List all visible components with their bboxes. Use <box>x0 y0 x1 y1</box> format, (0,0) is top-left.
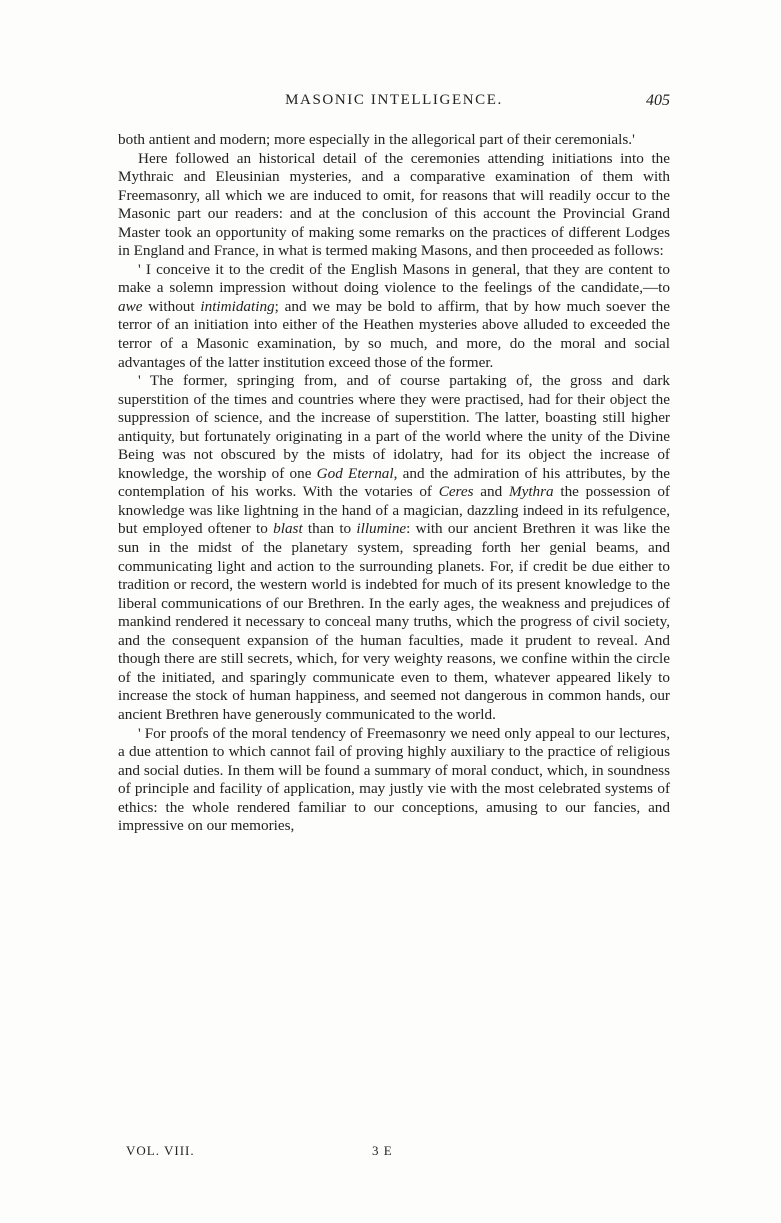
paragraph-english-masons <box>118 261 670 372</box>
italic-text: God Eternal <box>316 464 394 482</box>
paragraph-moral-tendency: ' For proofs of the moral tendency of Freemasonry we need only appeal to our lectures, a due attention to which cannot fail of proving highly auxiliary to the practice of religious and social duties. In them will be found a summary of moral conduct, which, in soundness of principle and facility of application, may justly vie with the most celebrated systems of ethics: the whole rendered familiar to our conceptions, amusing to our fancies, and impressive on our memories, <box>118 724 670 835</box>
text-run: ' I conceive it to the credit of the English Masons in general, that they are content to make a solemn impression without doing violence to the feelings of the candidate,—to <box>118 260 670 297</box>
italic-text: Ceres <box>438 483 474 501</box>
italic-text: Mythra <box>508 483 554 501</box>
italic-text: awe <box>118 297 143 315</box>
text-run: without <box>142 297 201 315</box>
page-footer <box>126 1143 426 1163</box>
signature-mark: 3 E <box>372 1143 393 1158</box>
italic-text: intimidating <box>200 297 275 315</box>
text-run: and <box>473 483 509 501</box>
running-title: MASONIC INTELLIGENCE. <box>285 92 503 108</box>
italic-text: blast <box>273 520 303 538</box>
text-run: : with our ancient Brethren it was like the sun in the midst of the planetary system, spreading forth her genial beams, and communicating light and action to the surrounding planets. For, if credit be due either to tradition or record, the western world is indebted for much of its present knowledge to the liberal communications of our Brethren. In the early ages, the weakness and prejudices of mankind rendered it necessary to conceal many truths, which the progress of civil society, and the consequent expansion of the human faculties, made it prudent to reveal. And though there are still secrets, which, for very weighty reasons, we confine within the circle of the initiated, and sparingly communicate even to them, whatever appeared likely to increase the stock of human happiness, and seemed not dangerous in common hands, our ancient Brethren have generously communicated to the world. <box>118 520 670 723</box>
page-number: 405 <box>646 92 670 109</box>
text-run: ; and we may be bold to affirm, that by how much soever the terror of an initiation into either of the Heathen mysteries above alluded to exceeded the terror of a Masonic examination, by so much, and more, do the moral and social advantages of the latter institution exceed those of the former. <box>118 297 670 371</box>
body-text <box>118 131 670 836</box>
text-run: ' The former, springing from, and of course partaking of, the gross and dark superstition of the times and countries where they were practised, had for their object the suppression of science, and the increase of superstition. The latter, boasting still higher antiquity, but fortunately originating in a part of the world where the unity of the Divine Being was not obscured by the mists of idolatry, had for its object the increase of knowledge, the worship of one <box>118 372 670 482</box>
text-run: the possession of knowledge was like lightning in the hand of a magician, dazzling indeed in its refulgence, but employed oftener to <box>118 483 670 538</box>
paragraph-former-latter <box>118 372 670 724</box>
text-run: , and the admiration of his attributes, by the contemplation of his works. With the votaries of <box>118 464 670 501</box>
text-run: than to <box>302 520 357 538</box>
italic-text: illumine <box>356 520 407 538</box>
paragraph-continuation: both antient and modern; more especially in the allegorical part of their ceremonials.' <box>118 131 635 148</box>
volume-label: VOL. VIII. <box>126 1143 195 1158</box>
running-head <box>118 92 670 118</box>
paragraph-historical-detail: Here followed an historical detail of the ceremonies attending initiations into the Mythraic and Eleusinian mysteries, and a comparative examination of them with Freemasonry, all which we are induced to omit, for reasons that will readily occur to the Masonic part our readers: and at the conclusion of this account the Provincial Grand Master took an opportunity of making some remarks on the practices of different Lodges in England and France, in what is termed making Masons, and then proceeded as follows: <box>118 149 670 260</box>
